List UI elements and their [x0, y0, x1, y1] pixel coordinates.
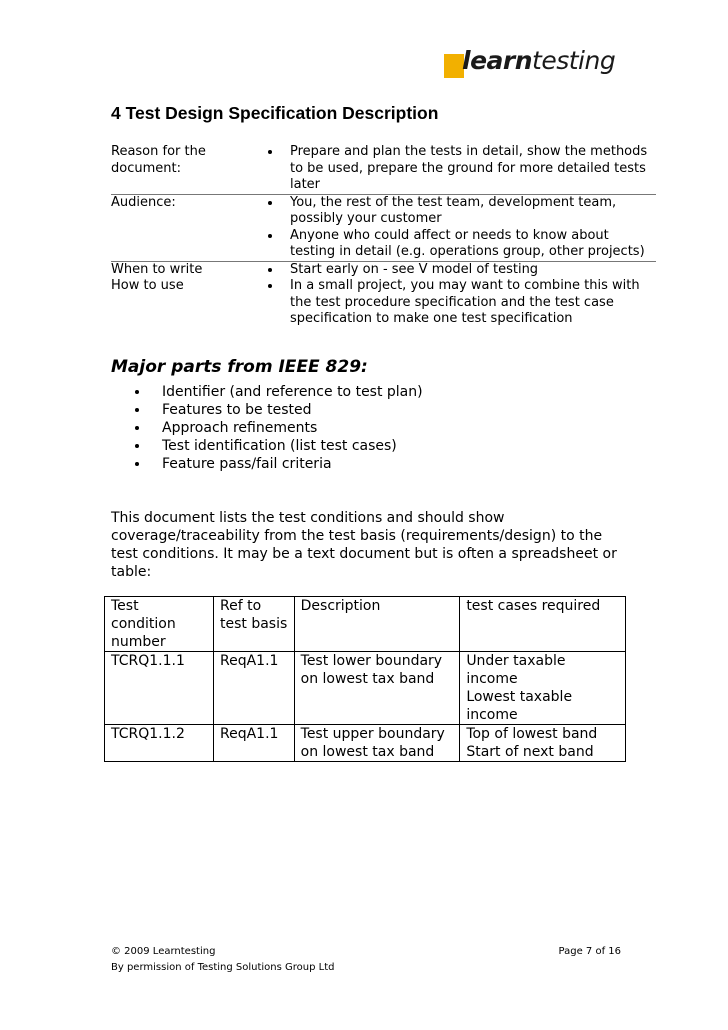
list-item: • Features to be tested — [150, 401, 423, 419]
test-conditions-table — [104, 596, 626, 762]
cell-cases: Under taxable income Lowest taxable income — [460, 652, 626, 725]
description-table — [111, 144, 656, 328]
page-footer — [111, 944, 621, 976]
list-item: • Feature pass/fail criteria — [150, 455, 423, 473]
cell-id: TCRQ1.1.2 — [105, 725, 214, 762]
audience-label: Audience: — [111, 194, 258, 261]
page-number: Page 7 of 16 — [558, 946, 621, 957]
list-item: • Test identification (list test cases) — [150, 437, 423, 455]
cell-ref: ReqA1.1 — [213, 725, 294, 762]
table-row — [105, 652, 626, 725]
cell-description: Test upper boundary on lowest tax band — [294, 725, 460, 762]
major-parts-list — [134, 383, 423, 473]
table-row — [111, 194, 656, 261]
cell-cases: Top of lowest band Start of next band — [460, 725, 626, 762]
section-heading: 4 Test Design Specification Description — [111, 103, 439, 123]
logo-wordmark: learntesting — [462, 46, 616, 75]
body-paragraph: This document lists the test conditions and should show coverage/traceability from the test basis (requirements/design) to the test conditions. It may be a text document but is often a spreadsheet or table: — [111, 510, 617, 580]
cell-description: Test lower boundary on lowest tax band — [294, 652, 460, 725]
header-cases: test cases required — [460, 597, 626, 652]
how-label: How to use — [111, 278, 184, 293]
header-condition: Test condition number — [105, 597, 214, 652]
list-item: • You, the rest of the test team, development team, possibly your customer — [282, 195, 656, 228]
logo-mark — [444, 54, 464, 78]
reason-label: Reason for the document: — [111, 144, 258, 194]
table-row — [111, 278, 656, 328]
list-item: • Prepare and plan the tests in detail, show the methods to be used, prepare the ground for more detailed tests later — [282, 144, 656, 194]
table-row — [105, 725, 626, 762]
header-description: Description — [294, 597, 460, 652]
cell-ref: ReqA1.1 — [213, 652, 294, 725]
copyright-text: © 2009 Learntesting — [111, 946, 216, 957]
list-item: • Identifier (and reference to test plan) — [150, 383, 423, 401]
list-item: • In a small project, you may want to combine this with the test procedure specification and the test case specification to make one test specification — [282, 278, 656, 328]
list-item: • Start early on - see V model of testing — [282, 262, 656, 279]
when-label: When to write — [111, 261, 203, 277]
table-header-row — [105, 597, 626, 652]
cell-id: TCRQ1.1.1 — [105, 652, 214, 725]
list-item: • Approach refinements — [150, 419, 423, 437]
table-row — [111, 144, 656, 194]
header-ref: Ref to test basis — [213, 597, 294, 652]
list-item: • Anyone who could affect or needs to know about testing in detail (e.g. operations group, other projects) — [282, 228, 656, 261]
major-parts-heading: Major parts from IEEE 829: — [111, 357, 368, 377]
table-row — [111, 261, 656, 278]
permission-text: By permission of Testing Solutions Group Ltd — [111, 962, 335, 973]
